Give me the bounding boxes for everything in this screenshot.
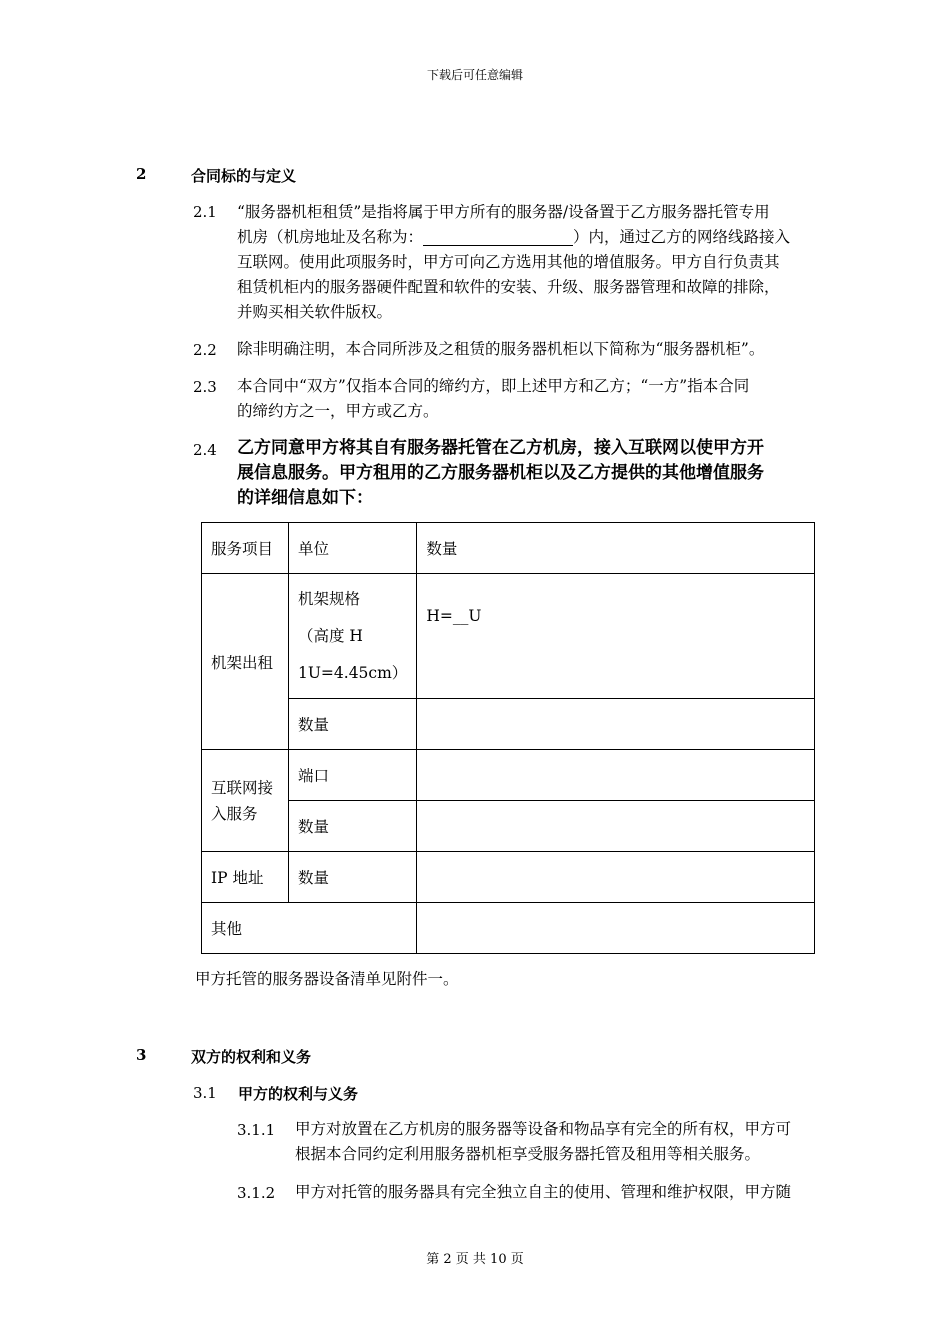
clause-number: 3.1 bbox=[193, 1084, 217, 1102]
section-title: 双方的权利和义务 bbox=[191, 1048, 312, 1066]
table-cell bbox=[417, 699, 815, 750]
text-line: 除非明确注明，本合同所涉及之租赁的服务器机柜以下简称为“服务器机柜”。 bbox=[237, 340, 765, 358]
table-header-row bbox=[202, 523, 815, 574]
table-note: 甲方托管的服务器设备清单见附件一。 bbox=[195, 970, 459, 988]
table-cell bbox=[202, 750, 289, 852]
table-row bbox=[202, 852, 815, 903]
table-cell bbox=[417, 801, 815, 852]
clause-number: 2.3 bbox=[193, 378, 217, 396]
table-row bbox=[202, 801, 815, 852]
cell-line: 机架规格 bbox=[298, 589, 361, 608]
text-line: 并购买相关软件版权。 bbox=[237, 303, 393, 321]
clause-number: 2.1 bbox=[193, 203, 217, 221]
clause-number: 3.1.2 bbox=[237, 1184, 276, 1202]
section-number: 2 bbox=[136, 165, 147, 183]
clause-2-2-text bbox=[237, 337, 837, 362]
page-header: 下载后可任意编辑 bbox=[426, 68, 523, 82]
clause-number: 3.1.1 bbox=[237, 1121, 276, 1139]
table-row bbox=[202, 903, 815, 954]
text-line: 互联网。使用此项服务时，甲方可向乙方选用其他的增值服务。甲方自行负责其 bbox=[237, 253, 780, 271]
header-cell: 单位 bbox=[289, 523, 417, 574]
table-cell bbox=[417, 852, 815, 903]
clause-3-1-2-text bbox=[295, 1180, 840, 1205]
clause-number: 2.2 bbox=[193, 341, 217, 359]
cell-line: 1U=4.45cm） bbox=[298, 663, 408, 682]
text-line: 的缔约方之一，甲方或乙方。 bbox=[237, 402, 439, 420]
text-line: 展信息服务。甲方租用的乙方服务器机柜以及乙方提供的其他增值服务 bbox=[237, 463, 764, 483]
table-cell bbox=[289, 574, 417, 699]
table-row bbox=[202, 699, 815, 750]
table-cell: IP 地址 bbox=[202, 852, 289, 903]
text-line: 租赁机柜内的服务器硬件配置和软件的安装、升级、服务器管理和故障的排除， bbox=[237, 278, 780, 296]
clause-number: 2.4 bbox=[193, 441, 217, 459]
table-cell: H=__U bbox=[417, 574, 815, 699]
cell-line: （高度 H bbox=[298, 626, 363, 645]
text-line: 的详细信息如下： bbox=[237, 488, 373, 508]
subsection-title: 甲方的权利与义务 bbox=[238, 1085, 359, 1103]
section-title: 合同标的与定义 bbox=[191, 167, 297, 185]
text-line: “服务器机柜租赁”是指将属于甲方所有的服务器/设备置于乙方服务器托管专用 bbox=[237, 203, 770, 221]
header-cell: 服务项目 bbox=[202, 523, 289, 574]
text-line: 甲方对托管的服务器具有完全独立自主的使用、管理和维护权限，甲方随 bbox=[295, 1183, 792, 1201]
clause-2-4-text bbox=[237, 436, 837, 511]
table-cell: 数量 bbox=[289, 852, 417, 903]
text-line: 本合同中“双方”仅指本合同的缔约方，即上述甲方和乙方；“一方”指本合同 bbox=[237, 377, 750, 395]
clause-2-3-text bbox=[237, 374, 837, 424]
text-line: 根据本合同约定利用服务器机柜享受服务器托管及租用等相关服务。 bbox=[295, 1145, 761, 1163]
table-cell: 数量 bbox=[289, 801, 417, 852]
text-line: 甲方对放置在乙方机房的服务器等设备和物品享有完全的所有权，甲方可 bbox=[295, 1120, 792, 1138]
text-line: 乙方同意甲方将其自有服务器托管在乙方机房，接入互联网以使甲方开 bbox=[237, 438, 764, 458]
table-cell: 其他 bbox=[202, 903, 417, 954]
table-cell: 数量 bbox=[289, 699, 417, 750]
fill-in-blank bbox=[423, 227, 573, 246]
clause-2-1-text bbox=[237, 200, 837, 325]
cell-line: 互联网接 bbox=[211, 778, 274, 797]
table-row bbox=[202, 750, 815, 801]
text-line: 机房（机房地址及名称为： ）内，通过乙方的网络线路接入 bbox=[237, 228, 791, 246]
table-row bbox=[202, 574, 815, 699]
page-footer: 第 2 页 共 10 页 bbox=[426, 1252, 524, 1267]
table-cell bbox=[417, 903, 815, 954]
service-table bbox=[201, 522, 815, 954]
cell-line: 入服务 bbox=[211, 804, 258, 823]
header-cell: 数量 bbox=[417, 523, 815, 574]
clause-3-1-1-text bbox=[295, 1117, 840, 1167]
table-cell: 端口 bbox=[289, 750, 417, 801]
table-cell bbox=[417, 750, 815, 801]
table-cell: 机架出租 bbox=[202, 574, 289, 750]
section-number: 3 bbox=[136, 1046, 147, 1064]
